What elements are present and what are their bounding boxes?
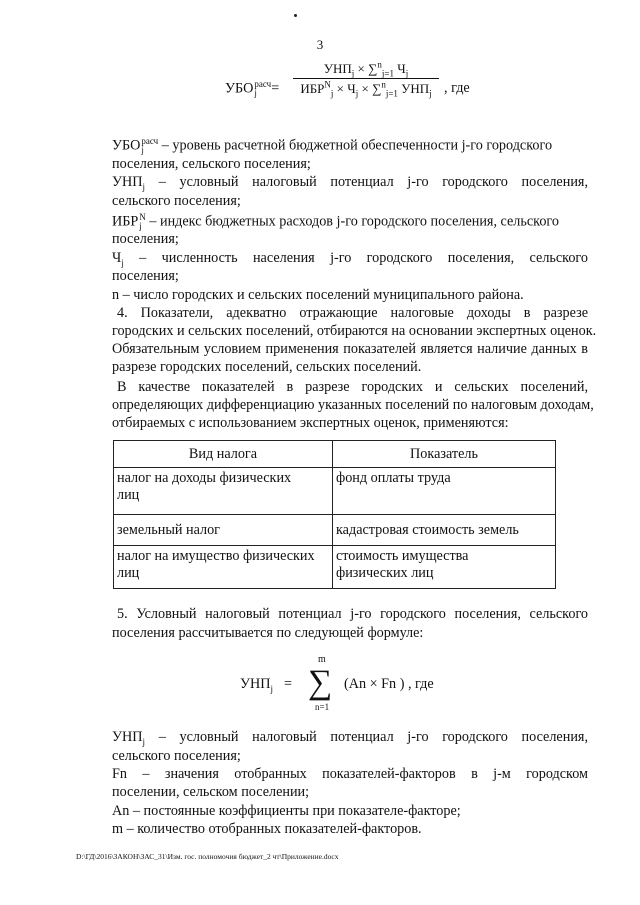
para4-line3: Обязательным условием применения показателей является наличие данных в bbox=[112, 341, 588, 357]
para4b-line3: отбираемых с использованием экспертных оценок, применяются: bbox=[112, 415, 509, 431]
def2-an: An – постоянные коэффициенты при показателе-факторе; bbox=[112, 803, 461, 819]
formula-tax-potential bbox=[240, 654, 440, 716]
formula-budget-provision bbox=[225, 58, 505, 108]
table-cell: фонд оплаты труда bbox=[333, 468, 556, 515]
table-cell: налог на имущество физических лиц bbox=[114, 546, 333, 589]
def2-unp-line1: $УНП_j$ – условный налоговый потенциал j-го городского поселения, bbox=[112, 729, 588, 747]
def-ibr-line2: поселения; bbox=[112, 231, 179, 247]
def-ch-line2: поселения; bbox=[112, 268, 179, 284]
def-ibr-line1: ИБРN j – индекс бюджетных расходов j-го городского поселения, сельского bbox=[112, 212, 559, 231]
formula1-denominator: $ИБР^N_j \times Ч_j \times \sum^n_{j=1}$ $УНП_j$ bbox=[300, 79, 432, 99]
para4b-line2: определяющих дифференциацию указанных поселений по налоговым доходам, bbox=[112, 397, 594, 413]
table-header-row bbox=[114, 441, 556, 468]
table-row bbox=[114, 515, 556, 546]
formula2-lhs: $УНП_j$ bbox=[240, 676, 274, 694]
formula1-lhs: УБОрасч j = bbox=[225, 79, 280, 98]
table-row bbox=[114, 468, 556, 515]
top-mark bbox=[294, 14, 297, 17]
formula1-fraction bbox=[291, 61, 441, 97]
formula1-numerator: $УНП_j \times \sum^n_{j=1}$ $Ч_j$ bbox=[323, 59, 409, 79]
table-cell: земельный налог bbox=[114, 515, 333, 546]
def-ubo-line2: поселения, сельского поселения; bbox=[112, 156, 311, 172]
formula1-where: , где bbox=[444, 80, 470, 96]
def-n: n – число городских и сельских поселений муниципального района. bbox=[112, 287, 524, 303]
table-cell: стоимость имущества физических лиц bbox=[333, 546, 556, 589]
para5-line2: поселения рассчитывается по следующей формуле: bbox=[112, 625, 424, 641]
def-unp-line2: сельского поселения; bbox=[112, 193, 241, 209]
def2-fn-line2: поселении, сельском поселении; bbox=[112, 784, 310, 800]
formula2-eq: = bbox=[284, 676, 293, 692]
def-ubo-line1: УБОрасч j – уровень расчетной бюджетной обеспеченности j-го городского bbox=[112, 136, 553, 155]
para4-line1: 4. Показатели, адекватно отражающие налоговые доходы в разрезе bbox=[117, 305, 588, 321]
def2-m: m – количество отобранных показателей-факторов. bbox=[112, 821, 422, 837]
table-header-indicator: Показатель bbox=[333, 441, 556, 468]
table-cell: кадастровая стоимость земель bbox=[333, 515, 556, 546]
para4b-line1: В качестве показателей в разрезе городских и сельских поселений, bbox=[117, 379, 588, 395]
table-header-tax: Вид налога bbox=[114, 441, 333, 468]
formula2-upper: m bbox=[318, 654, 326, 665]
page-number: 3 bbox=[316, 37, 324, 52]
def-unp-line1: $УНП_j$ – условный налоговый потенциал j-го городского поселения, bbox=[112, 174, 588, 192]
para4-line4: разрезе городских поселений, сельских поселений. bbox=[112, 359, 422, 375]
table-cell: налог на доходы физических лиц bbox=[114, 468, 333, 515]
formula2-body: (An × Fn ) , где bbox=[344, 676, 434, 692]
def2-unp-line2: сельского поселения; bbox=[112, 748, 241, 764]
formula2-lower: n=1 bbox=[315, 702, 330, 712]
indicators-table bbox=[113, 440, 556, 589]
file-path-footer: D:\ГД\2016\ЗАКОН\ЗАС_31\Изм. гос. полномочия бюджет_2 чт\Приложение.docx bbox=[76, 852, 339, 861]
table-row bbox=[114, 546, 556, 589]
def2-fn-line1: Fn – значения отобранных показателей-факторов в j-м городском bbox=[112, 766, 588, 782]
para5-line1: 5. Условный налоговый потенциал j-го городского поселения, сельского bbox=[117, 606, 588, 622]
sum-sign: ∑ bbox=[308, 664, 333, 701]
para4-line2: городских и сельских поселений, отбираются на основании экспертных оценок. bbox=[112, 323, 597, 339]
def-ch-line1: $Ч_j$ – численность населения j-го городского поселения, сельского bbox=[112, 250, 588, 268]
